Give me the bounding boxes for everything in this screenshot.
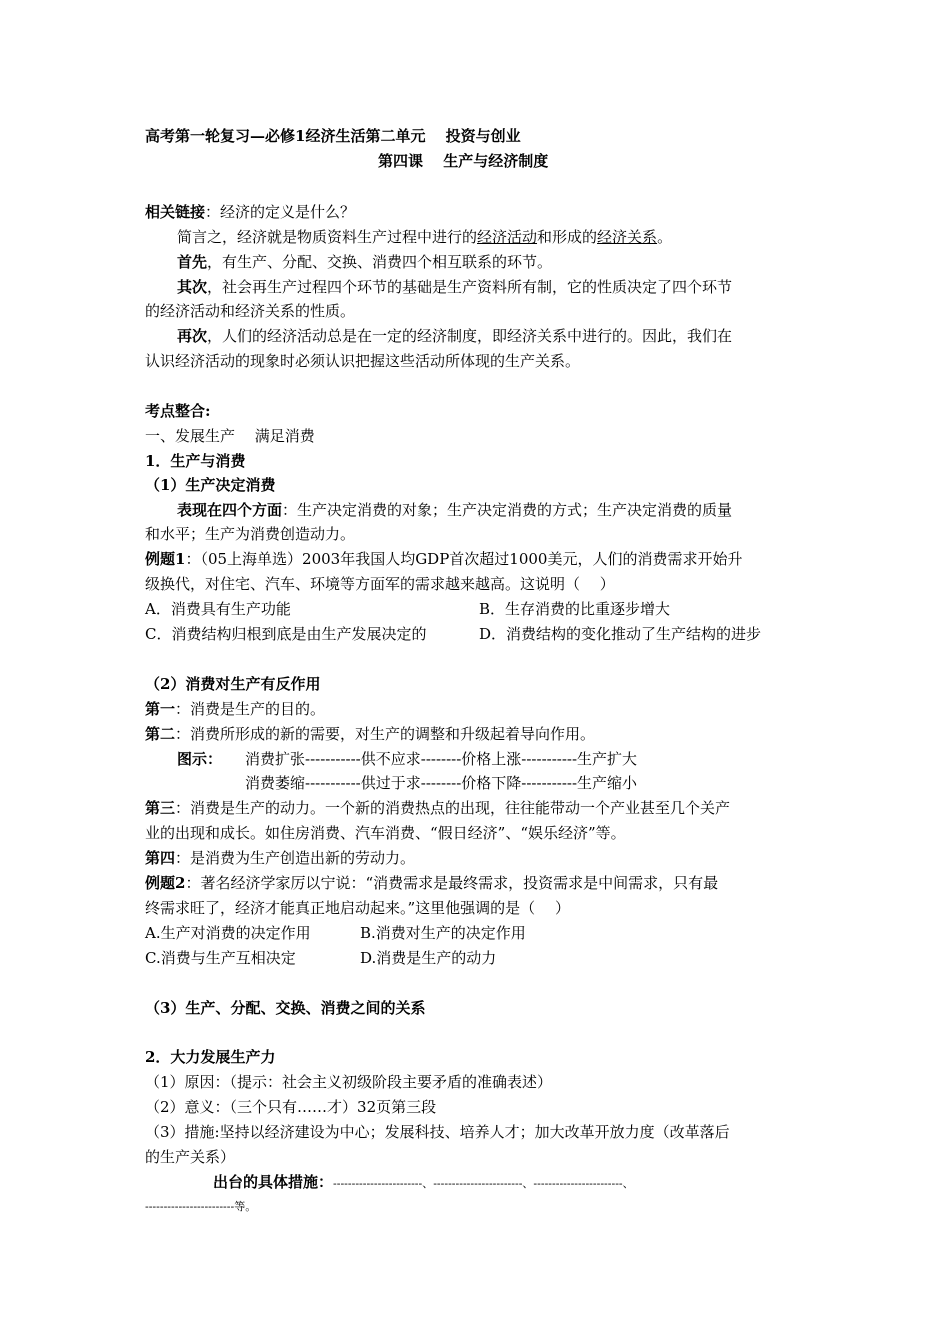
link-paragraph-2 [177, 252, 552, 272]
link-label: 相关链接 [145, 203, 206, 221]
p3-text: ，社会再生产过程四个环节的基础是生产资料所有制，它的性质决定了四个环节 [207, 278, 733, 296]
p3-lead: 其次 [177, 278, 208, 296]
p1-underline-activity: 经济活动 [477, 228, 538, 246]
point-third-text: ：消费是生产的动力。一个新的消费热点的出现，往往能带动一个产业甚至几个关产 [175, 799, 731, 817]
point-fourth-text: ：是消费为生产创造出新的劳动力。 [175, 849, 416, 867]
point-third [145, 798, 730, 818]
four-aspects-lead: 表现在四个方面 [177, 501, 283, 519]
link-paragraph-3-cont: 的经济活动和经济关系的性质。 [145, 302, 356, 320]
point-second-lead: 第二 [145, 725, 176, 743]
link-question [145, 202, 355, 222]
example-2-option-b: B.消费对生产的决定作用 [360, 924, 526, 942]
p1-underline-relation: 经济关系 [597, 228, 658, 246]
example-2-option-a: A.生产对消费的决定作用 [145, 924, 311, 942]
p4-lead: 再次 [177, 327, 208, 345]
subsection-1-title: 1．生产与消费 [145, 452, 246, 470]
point-third-cont: 业的出现和成长。如住房消费、汽车消费、“假日经济”、“娱乐经济”等。 [145, 824, 626, 842]
specific-measures [213, 1172, 634, 1194]
specific-measures-label: 出台的具体措施： [213, 1173, 334, 1191]
point-first-lead: 第一 [145, 700, 176, 718]
example-1-option-d: D．消费结构的变化推动了生产结构的进步 [479, 625, 762, 643]
point-first-text: ：消费是生产的目的。 [175, 700, 326, 718]
diagram-row-expansion: 消费扩张-----------供不应求--------价格上涨-----------生产扩大 [245, 750, 638, 768]
example-1-text: ：（05上海单选）2003年我国人均GDP首次超过1000美元，人们的消费需求开始升 [185, 550, 743, 568]
point-second [145, 724, 595, 744]
subsection-2-significance: （2）意义：（三个只有……才）32页第三段 [145, 1098, 437, 1116]
four-aspects [177, 500, 732, 520]
diagram-row-contraction: 消费萎缩-----------供过于求--------价格下降-----------生产缩小 [245, 774, 638, 792]
link-paragraph-3 [177, 277, 732, 297]
subsection-2-reason: （1）原因：（提示：社会主义初级阶段主要矛盾的准确表述） [145, 1073, 553, 1091]
four-aspects-text: ：生产决定消费的对象；生产决定消费的方式；生产决定消费的质量 [282, 501, 733, 519]
subsection-2-measures-cont: 的生产关系） [145, 1148, 236, 1166]
subsection-2-title: 2．大力发展生产力 [145, 1048, 276, 1066]
specific-measures-blank-line: ------------------------、------------------------、------------------------、 [333, 1177, 634, 1190]
example-2-label: 例题2 [145, 874, 186, 892]
link-paragraph-4-cont: 认识经济活动的现象时必须认识把握这些活动所体现的生产关系。 [145, 352, 581, 370]
subsection-2-measures: （3）措施:坚持以经济建设为中心；发展科技、培养人才；加大改革开放力度（改革落后 [145, 1123, 730, 1141]
p1-text-mid: 和形成的 [537, 228, 598, 246]
point-first [145, 699, 325, 719]
diagram-label: 图示： [177, 750, 223, 768]
point-fourth-lead: 第四 [145, 849, 176, 867]
subsection-1-1-title: （1）生产决定消费 [145, 476, 276, 494]
example-1-cont: 级换代，对住宅、汽车、环境等方面军的需求越来越高。这说明（ ） [145, 575, 615, 593]
link-paragraph-4 [177, 326, 732, 346]
p1-text-end: 。 [657, 228, 673, 246]
link-paragraph-1 [177, 227, 672, 247]
points-heading: 考点整合: [145, 402, 211, 420]
subsection-1-2-title: （2）消费对生产有反作用 [145, 675, 321, 693]
example-2-option-c: C.消费与生产互相决定 [145, 949, 296, 967]
point-second-text: ：消费所形成的新的需要，对生产的调整和升级起着导向作用。 [175, 725, 596, 743]
example-2-cont: 终需求旺了，经济才能真正地启动起来。”这里他强调的是（ ） [145, 899, 570, 917]
p1-text-pre: 简言之，经济就是物质资料生产过程中进行的 [177, 228, 478, 246]
lesson-title: 第四课 生产与经济制度 [378, 152, 549, 170]
example-1-option-a: A．消费具有生产功能 [145, 600, 291, 618]
point-third-lead: 第三 [145, 799, 176, 817]
link-question-text: ：经济的定义是什么？ [205, 203, 356, 221]
four-aspects-cont: 和水平；生产为消费创造动力。 [145, 525, 356, 543]
p4-text: ，人们的经济活动总是在一定的经济制度，即经济关系中进行的。因此，我们在 [207, 327, 733, 345]
p2-lead: 首先 [177, 253, 208, 271]
example-1 [145, 549, 742, 569]
example-2-option-d: D.消费是生产的动力 [360, 949, 497, 967]
document-title: 高考第一轮复习—必修1经济生活第二单元 投资与创业 [145, 127, 521, 145]
point-fourth [145, 848, 415, 868]
example-1-option-b: B．生存消费的比重逐步增大 [479, 600, 671, 618]
specific-measures-blank-cont: ------------------------等。 [145, 1200, 257, 1213]
section-1-title: 一、发展生产 满足消费 [145, 427, 315, 445]
example-1-label: 例题1 [145, 550, 186, 568]
example-1-option-c: C．消费结构归根到底是由生产发展决定的 [145, 625, 427, 643]
subsection-1-3-title: （3）生产、分配、交换、消费之间的关系 [145, 999, 426, 1017]
example-2 [145, 873, 718, 893]
p2-text: ，有生产、分配、交换、消费四个相互联系的环节。 [207, 253, 553, 271]
example-2-text: ：著名经济学家厉以宁说：“消费需求是最终需求，投资需求是中间需求，只有最 [185, 874, 719, 892]
